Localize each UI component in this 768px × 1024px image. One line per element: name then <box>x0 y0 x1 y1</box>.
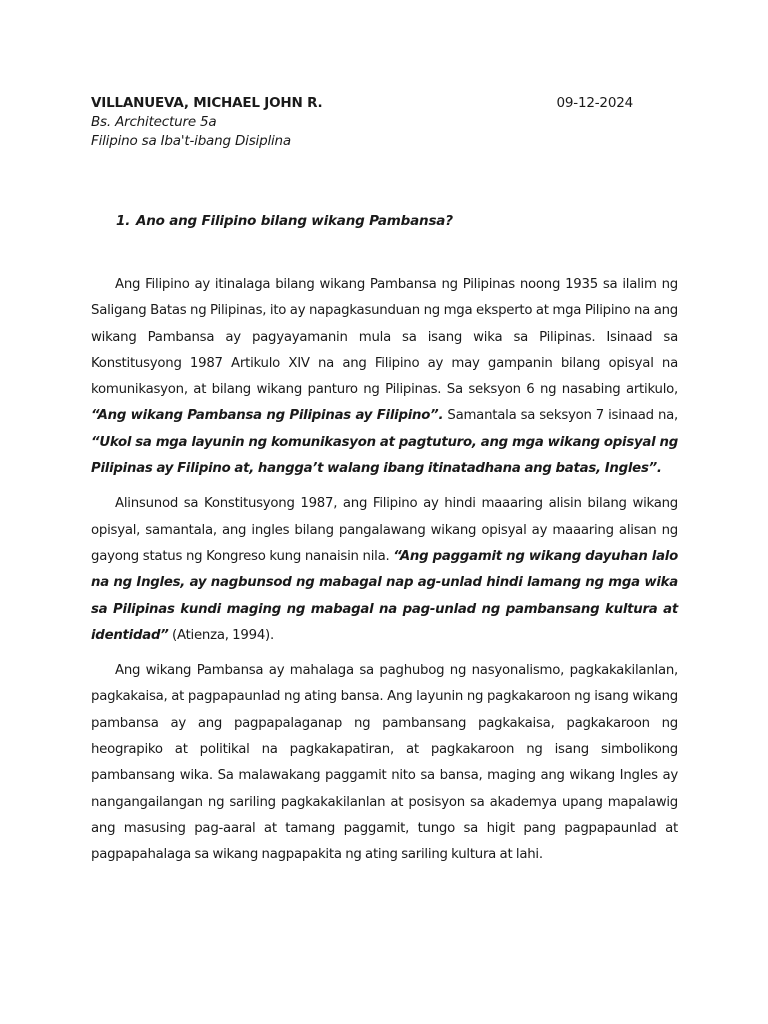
paragraph-1-quote-section-6: “Ang wikang Pambansa ng Pilipinas ay Filipino”. <box>91 408 444 424</box>
question-text: Ano ang Filipino bilang wikang Pambansa? <box>136 213 453 229</box>
author-name: VILLANUEVA, MICHAEL JOHN R. <box>91 95 323 111</box>
document-body <box>91 272 678 878</box>
paragraph-1-text-c: Samantala sa seksyon 7 isinaad na, <box>443 408 678 424</box>
paragraph-2-quote-atienza: “Ang paggamit ng wikang dayuhan lalo na ng Ingles, ay nagbunsod ng mabagal nap ag-unlad hindi lamang ng mga wika sa Pilipinas kundi maging ng mabagal na pag-unlad ng pambansang kultura at identidad” <box>91 548 678 643</box>
paragraph-2 <box>91 491 678 649</box>
document-date: 09-12-2024 <box>556 95 633 111</box>
paragraph-3: Ang wikang Pambansa ay mahalaga sa paghubog ng nasyonalismo, pagkakakilanlan, pagkakaisa, at pagpapaunlad ng ating bansa. Ang layunin ng pagkakaroon ng isang wikang pambansa ay ang pagpapalaganap ng pambansang pagkakaisa, pagkakaroon ng heograpiko at politikal na pagkakapatiran, at pagkakaroon ng isang simbolikong pambansang wika. Sa malawakang paggamit nito sa bansa, maging ang wikang Ingles ay nangangailangan ng sariling pagkakakilanlan at posisyon sa akademya upang mapalawig ang masusing pag-aaral at tamang paggamit, tungo sa higit pang pagpapaunlad at pagpapahalaga sa wikang nagpapakita ng ating sariling kultura at lahi. <box>91 663 678 863</box>
course-label: Bs. Architecture 5a <box>91 114 217 130</box>
paragraph-1-quote-section-7: “Ukol sa mga layunin ng komunikasyon at pagtuturo, ang mga wikang opisyal ng Pilipinas ay Filipino at, hangga’t walang ibang itinatadhana ang batas, Ingles”. <box>91 434 678 477</box>
paragraph-1-text-a: Ang Filipino ay itinalaga bilang wikang Pambansa ng Pilipinas noong 1935 sa ilalim ng Saligang Batas ng Pilipinas, ito ay napagkasunduan ng mga eksperto at mga Pilipino na ang wikang Pambansa ay pagyayamanin mula sa isang wika sa Pilipinas. Isinaad sa Konstitusyong 1987 Artikulo XIV na ang Filipino ay may gampanin bilang opisyal na komunikasyon, at bilang wikang panturo ng Pilipinas. Sa seksyon 6 ng nasabing artikulo, <box>91 277 678 398</box>
subject-label: Filipino sa Iba't-ibang Disiplina <box>91 133 291 149</box>
paragraph-2-text-a: Alinsunod sa Konstitusyong 1987, ang Filipino ay hindi maaaring alisin bilang wikang opisyal, samantala, ang ingles bilang pangalawang wikang opisyal ay maaaring alisan ng gayong status ng Kongreso kung nanaisin nila. <box>91 496 678 564</box>
paragraph-1 <box>91 272 678 482</box>
paragraph-2-citation: (Atienza, 1994). <box>168 627 274 643</box>
question-heading <box>116 213 453 229</box>
question-number: 1. <box>116 213 131 229</box>
document-header <box>91 94 681 151</box>
